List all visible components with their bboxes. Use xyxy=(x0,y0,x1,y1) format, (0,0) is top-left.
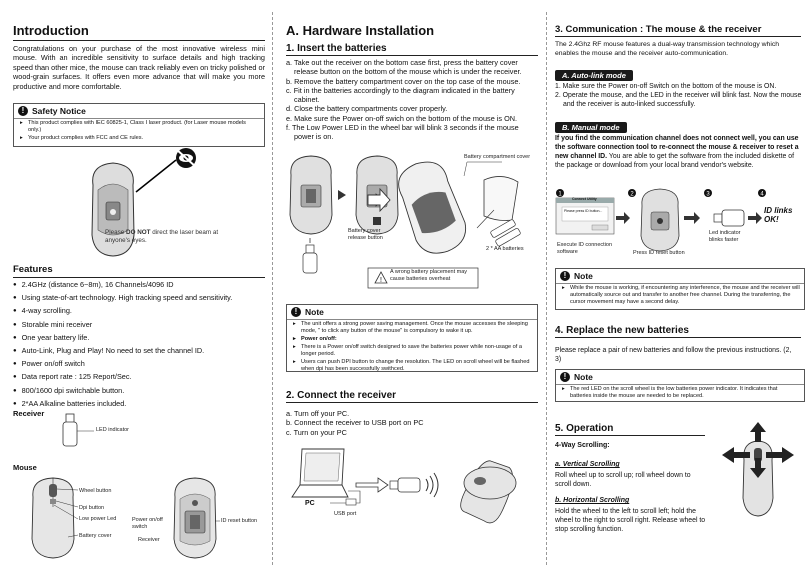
step-number: 1 xyxy=(558,191,562,198)
note-item: ▸ Power on/off: xyxy=(301,336,533,343)
safety-title: Safety Notice xyxy=(32,105,86,116)
replace-body: Please replace a pair of new batteries and follow the previous instructions. (2, 3) xyxy=(555,347,792,363)
feature-item: ● 2.4GHz (distance 6~8m), 16 Channels/4096 ID xyxy=(13,279,268,292)
divider xyxy=(555,337,801,338)
feature-item: ● Using state-of-art technology. High tracking speed and sensitivity. xyxy=(13,292,268,305)
auto-link-steps xyxy=(555,82,803,109)
svg-text:2: 2 xyxy=(630,191,634,198)
vertical-scroll-title: a. Vertical Scrolling xyxy=(555,461,620,468)
connect-step: a. Turn off your PC. xyxy=(286,409,350,418)
divider xyxy=(13,277,265,278)
battery-step: a. Take out the receiver on the bottom case first, press the battery cover release button on the bottom of the mouse which is under the receiver. xyxy=(286,58,522,77)
press-reset-label: Press ID reset button xyxy=(633,250,685,256)
manual-mode-badge: B. Manual mode xyxy=(555,122,627,133)
communication-intro: The 2.4Ghz RF mouse features a dual-way transmission technology which enables the mouse and the receiver auto-communication. xyxy=(555,41,780,57)
column-communication xyxy=(546,0,808,573)
receiver-label: Receiver xyxy=(138,537,160,543)
id-reset-label: ID reset button xyxy=(221,518,258,524)
divider xyxy=(286,55,538,56)
feature-item: ● One year battery life. xyxy=(13,332,268,345)
manual-mode-body: You are able to get the software from the included diskette of the package or download from your local brand vendor's website. xyxy=(555,153,795,169)
low-power-led-label: Low power Led xyxy=(79,516,117,522)
note-title: Note xyxy=(574,270,593,281)
exclamation-icon: ! xyxy=(18,106,28,116)
manual-mode-emphasis: If you find the communication channel does not connect well, you can use the software connection tool to re-connect the mouse & receiver to reset a new channel ID. xyxy=(555,135,799,160)
hardware-title: A. Hardware Installation xyxy=(286,23,435,38)
battery-step: e. Make sure the Power on-off swich on the bottom of the mouse is ON. xyxy=(286,113,518,123)
replace-batteries-title: 4. Replace the new batteries xyxy=(555,325,689,336)
wheel-button-label: Wheel button xyxy=(79,488,112,494)
intro-title: Introduction xyxy=(13,23,89,38)
receiver-title: Receiver xyxy=(13,409,45,418)
led-blinks-label: Led indicator blinks faster xyxy=(709,230,741,243)
horizontal-scroll-body: Hold the wheel to the left to scroll left; hold the wheel to the right to scroll right. Release wheel to stop scrolling function. xyxy=(555,508,706,533)
battery-step: f. The Low Power LED in the wheel bar will blink 3 seconds if the mouse power is on. xyxy=(286,123,519,142)
auto-link-step: 1. Make sure the Power on-off Switch on the bottom of the mouse is ON. xyxy=(555,83,777,90)
svg-text:!: ! xyxy=(380,277,382,284)
laser-warning-text xyxy=(105,229,225,245)
aa-batteries-label: 2 * AA batteries xyxy=(486,246,524,252)
features-title: Features xyxy=(13,264,53,275)
hardware-note xyxy=(286,304,538,372)
note-title: Note xyxy=(305,306,324,317)
safety-item: ▸ This product complies with IEC 60825-1, Class I laser product. (for Laser mouse models only.) xyxy=(28,120,260,134)
battery-step: d. Close the battery compartments cover properly. xyxy=(286,104,448,114)
intro-body: Congratulations on your purchase of the most innovative wireless mini mouse. With an incredible sensitivity to surface details and high tracking speed than other mice, the mouse can track reliably even on tricky polished or wood-grain surfaces. It offers even more advance that will make you more productive and more comfortable. xyxy=(13,44,265,91)
exclamation-icon: ! xyxy=(560,372,570,382)
note-title: Note xyxy=(574,371,593,382)
battery-steps xyxy=(286,58,538,142)
led-indicator-label: LED indicator xyxy=(96,427,130,433)
release-button-label: Battery cover release button xyxy=(348,228,383,241)
horizontal-scroll-title: b. Horizontal Scrolling xyxy=(555,497,630,504)
four-way-scroll-illustration xyxy=(714,420,802,520)
divider xyxy=(555,435,705,436)
operation-title: 5. Operation xyxy=(555,423,614,434)
divider xyxy=(555,36,801,37)
connect-receiver-title: 2. Connect the receiver xyxy=(286,390,397,401)
mouse-top-illustration xyxy=(28,477,78,559)
dialog-text: Please press ID button... xyxy=(564,209,603,213)
battery-step: c. Fit in the batteries accordingly to the diagram indicated in the battery cabinet. xyxy=(286,85,515,105)
battery-step: b. Remove the battery compartment cover on the top case of the mouse. xyxy=(286,76,521,86)
column-hardware xyxy=(272,0,546,573)
feature-item: ● 800/1600 dpi switchable button. xyxy=(13,385,268,398)
safety-item: ▸ Your product complies with FCC and CE rules. xyxy=(28,135,260,142)
vertical-scroll-body: Roll wheel up to scroll up; roll wheel down to scroll down. xyxy=(555,472,691,488)
replace-note xyxy=(555,369,805,402)
note-item: ▸ Users can push DPI button to change the resolution. The LED on scroll wheel will be flashed when dpi has been successfully swithced. xyxy=(301,359,533,373)
communication-note xyxy=(555,268,805,310)
mouse-bottom-illustration xyxy=(170,477,220,559)
id-links-ok: ID links OK! xyxy=(764,206,793,224)
power-switch-label: Power on/off switch xyxy=(132,517,163,530)
svg-text:4: 4 xyxy=(760,191,764,198)
column-introduction xyxy=(0,0,272,573)
warning-text: direct the laser beam at anyone's eyes. xyxy=(105,229,219,244)
note-item: ▸ While the mouse is working, if encountering any interference, the mouse and the receiver will automatically source out and transfer to another free channel. During the transferring, the cursor movement may have a second delay. xyxy=(570,285,800,306)
note-item: ▸ The unit offers a strong power saving management. Once the mouse accesses the sleeping mode, " to click any button of the mouse" is compulsory to wake it up. xyxy=(301,321,533,335)
battery-warning-text: A wrong battery placement may cause batteries overheat xyxy=(390,269,468,282)
insert-batteries-title: 1. Insert the batteries xyxy=(286,43,387,54)
connect-receiver-figure xyxy=(290,445,540,515)
warning-text: Please xyxy=(105,229,127,236)
execute-software-label: Execute ID connection software xyxy=(557,242,613,255)
features-list xyxy=(13,279,268,411)
dpi-button-label: Dpi button xyxy=(79,505,105,511)
safety-notice xyxy=(13,103,265,147)
note-item: ▸ The red LED on the scroll wheel is the low batteries power indicator. It indicates that batteries inside the mouse are needed to be replaced. xyxy=(570,386,800,400)
pc-label: PC xyxy=(305,500,315,507)
exclamation-icon: ! xyxy=(560,271,570,281)
scroll-title: 4-Way Scrolling: xyxy=(555,442,610,449)
feature-item: ● Auto-Link, Plug and Play! No need to set the channel ID. xyxy=(13,345,268,358)
arrow-up-icon xyxy=(750,422,766,442)
mouse-title: Mouse xyxy=(13,463,37,472)
auto-link-badge: A. Auto-link mode xyxy=(555,70,633,81)
battery-cover-label: Battery cover xyxy=(79,533,112,539)
auto-link-step: 2. Operate the mouse, and the LED in the receiver will blink fast. Now the mouse and the receiver is auto-linked successfully. xyxy=(555,92,802,108)
feature-item: ● 4-way scrolling. xyxy=(13,305,268,318)
divider xyxy=(286,402,538,403)
divider xyxy=(13,40,265,41)
manual-mode-text xyxy=(555,134,805,170)
communication-title: 3. Communication : The mouse & the receiver xyxy=(555,24,762,35)
feature-item: ● Power on/off switch xyxy=(13,358,268,371)
receiver-illustration xyxy=(60,412,100,448)
warning-emphasis: DO NOT xyxy=(126,229,151,236)
feature-item: ● 2*AA Alkaline batteries included. xyxy=(13,398,268,411)
feature-item: ● Storable mini receiver xyxy=(13,319,268,332)
feature-item: ● Data report rate : 125 Report/Sec. xyxy=(13,371,268,384)
connect-step: c. Turn on your PC xyxy=(286,427,347,437)
dialog-title: Connect Utility xyxy=(572,197,597,201)
connect-steps xyxy=(286,409,538,437)
svg-text:3: 3 xyxy=(706,191,710,198)
connect-step: b. Connect the receiver to USB port on PC xyxy=(286,418,424,428)
battery-compartment-label: Battery compartment cover xyxy=(464,154,531,160)
usb-port-label: USB port xyxy=(334,511,357,517)
note-item: ▸ There is a Power on/off switch designed to save the batteries power while non-usage of a longer period. xyxy=(301,344,533,358)
exclamation-icon: ! xyxy=(291,307,301,317)
